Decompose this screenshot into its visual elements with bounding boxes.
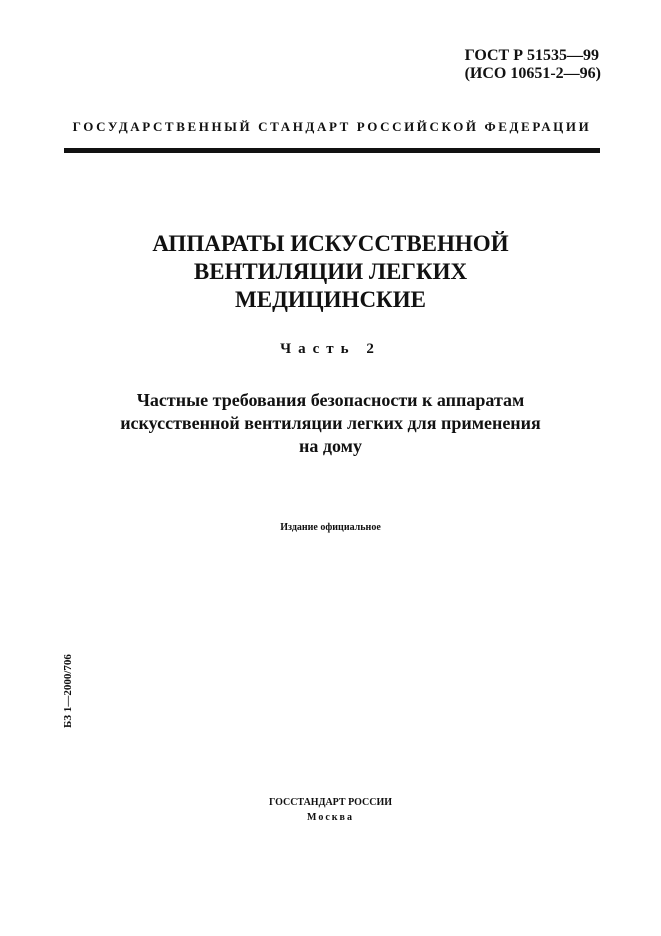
document-subtitle xyxy=(0,389,661,458)
title-line-1: АППАРАТЫ ИСКУССТВЕННОЙ xyxy=(152,231,509,256)
gost-number: ГОСТ Р 51535—99 xyxy=(464,47,599,64)
header-rule xyxy=(64,148,600,153)
subtitle-line-1: Частные требования безопасности к аппаратам xyxy=(136,390,525,410)
publisher-city: Москва xyxy=(307,812,354,823)
part-label: Часть 2 xyxy=(280,341,381,357)
publisher-name: ГОССТАНДАРТ РОССИИ xyxy=(268,797,393,808)
subtitle-line-2: искусственной вентиляции легких для применения xyxy=(120,413,541,433)
state-standard-heading: ГОСУДАРСТВЕННЫЙ СТАНДАРТ РОССИЙСКОЙ ФЕДЕРАЦИИ xyxy=(72,119,592,134)
gost-code-block xyxy=(465,47,601,83)
side-registration-code: БЗ 1—2000/706 xyxy=(62,654,74,728)
document-title xyxy=(0,230,661,314)
publisher-block xyxy=(0,795,661,825)
title-line-2: ВЕНТИЛЯЦИИ ЛЕГКИХ xyxy=(193,259,468,284)
title-line-3: МЕДИЦИНСКИЕ xyxy=(235,287,426,312)
official-edition-label: Издание официальное xyxy=(280,522,381,533)
iso-number: (ИСО 10651-2—96) xyxy=(464,65,601,82)
subtitle-line-3: на дому xyxy=(299,436,362,456)
